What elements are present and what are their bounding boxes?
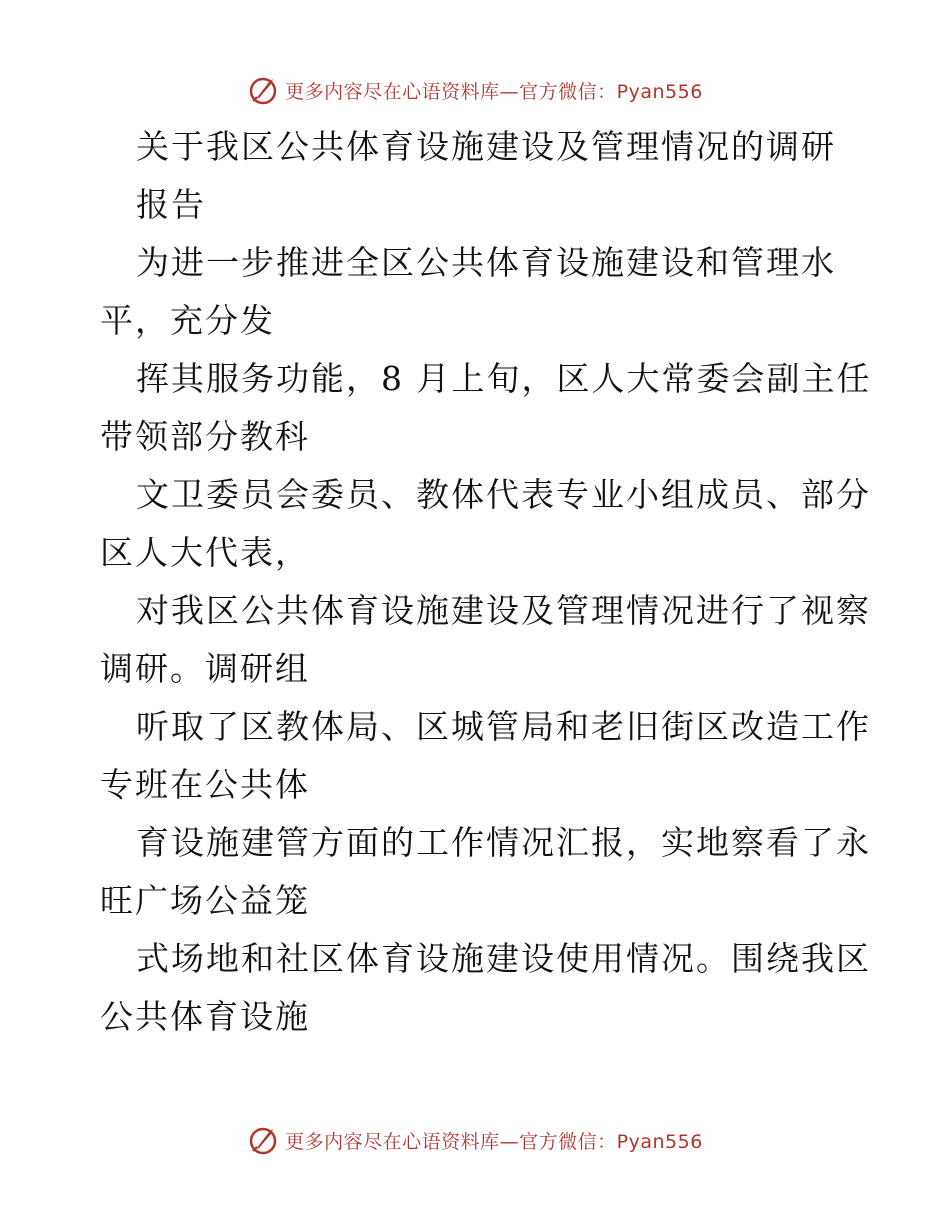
quill-logo-icon [247, 1124, 279, 1156]
text-line: 平，充分发 [100, 301, 275, 340]
text-line: 式场地和社区体育设施建设使用情况。围绕我区 [136, 939, 871, 978]
text-line: 听取了区教体局、区城管局和老旧街区改造工作 [136, 707, 871, 746]
text-line: 旺广场公益笼 [100, 881, 310, 920]
text-line: 对我区公共体育设施建设及管理情况进行了视察 [136, 591, 871, 630]
footer-watermark [0, 1120, 950, 1160]
text-line: 文卫委员会委员、教体代表专业小组成员、部分 [136, 475, 871, 514]
header-watermark [0, 70, 950, 110]
text-line: 育设施建管方面的工作情况汇报，实地察看了永 [136, 823, 871, 862]
text-line: 专班在公共体 [100, 765, 310, 804]
text-line: 公共体育设施 [100, 997, 310, 1036]
quill-logo-icon [247, 74, 279, 106]
watermark-text: 更多内容尽在心语资料库—官方微信：Pyan556 [285, 80, 703, 103]
text-line: 调研。调研组 [100, 649, 310, 688]
text-line: 关于我区公共体育设施建设及管理情况的调研 [136, 127, 836, 166]
text-line: 区人大代表， [100, 533, 310, 572]
text-line: 为进一步推进全区公共体育设施建设和管理水 [136, 243, 836, 282]
text-line: 带领部分教科 [100, 417, 310, 456]
text-line: 挥其服务功能，8 月上旬，区人大常委会副主任 [136, 359, 872, 398]
document-body [100, 118, 872, 1046]
text-line: 报告 [136, 185, 206, 224]
watermark-text: 更多内容尽在心语资料库—官方微信：Pyan556 [285, 1130, 703, 1153]
